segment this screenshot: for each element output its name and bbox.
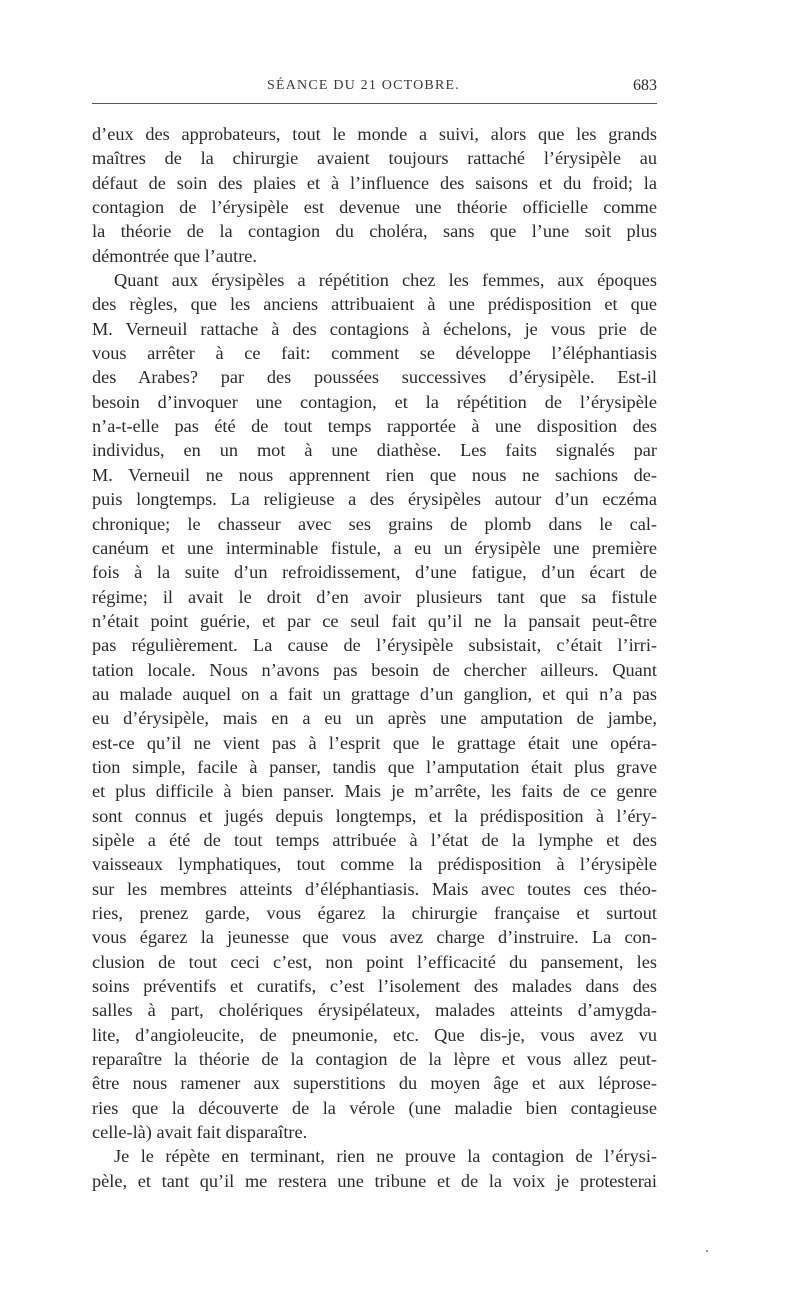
text-line: tation locale. Nous n’avons pas besoin de chercher ailleurs. Quant bbox=[92, 659, 657, 680]
paragraph bbox=[92, 1144, 657, 1193]
text-line: démontrée que l’autre. bbox=[92, 245, 257, 266]
text-line: individus, en un mot à une diathèse. Les faits signalés par bbox=[92, 440, 657, 461]
text-line: défaut de soin des plaies et à l’influence des saisons et du froid; la bbox=[92, 172, 657, 193]
text-line: Je le répète en terminant, rien ne prouve la contagion de l’érysi- bbox=[114, 1146, 657, 1167]
text-line: vous égarez la jeunesse que vous avez charge d’instruire. La con- bbox=[92, 927, 657, 948]
text-line: des règles, que les anciens attribuaient à une prédisposition et que bbox=[92, 294, 657, 315]
running-header bbox=[92, 78, 657, 100]
text-line: puis longtemps. La religieuse a des érysipèles autour d’un eczéma bbox=[92, 489, 657, 510]
text-line: des Arabes? par des poussées successives d’érysipèle. Est-il bbox=[92, 367, 657, 388]
text-line: fois à la suite d’un refroidissement, d’une fatigue, d’un écart de bbox=[92, 562, 657, 583]
text-line: n’était point guérie, et par ce seul fait qu’il ne la pansait peut-être bbox=[92, 610, 657, 631]
text-line: lite, d’angioleucite, de pneumonie, etc. Que dis-je, vous avez vu bbox=[92, 1024, 657, 1045]
paragraph bbox=[92, 122, 657, 268]
text-line: soins préventifs et curatifs, c’est l’isolement des malades dans des bbox=[92, 976, 657, 997]
text-line: Quant aux érysipèles a répétition chez les femmes, aux époques bbox=[114, 270, 657, 291]
page-number: 683 bbox=[633, 77, 657, 94]
text-line: au malade auquel on a fait un grattage d’un ganglion, et qui n’a pas bbox=[92, 683, 657, 704]
text-line: sont connus et jugés depuis longtemps, et la prédisposition à l’éry- bbox=[92, 805, 657, 826]
text-line: sur les membres atteints d’éléphantiasis. Mais avec toutes ces théo- bbox=[92, 878, 657, 899]
text-line: et plus difficile à bien panser. Mais je m’arrête, les faits de ce genre bbox=[92, 781, 657, 802]
text-line: contagion de l’érysipèle est devenue une théorie officielle comme bbox=[92, 197, 657, 218]
text-line: vous arrêter à ce fait: comment se développe l’éléphantiasis bbox=[92, 343, 657, 364]
text-line: canéum et une interminable fistule, a eu un érysipèle une première bbox=[92, 537, 657, 558]
text-line: tion simple, facile à panser, tandis que l’amputation était plus grave bbox=[92, 756, 657, 777]
text-line: régime; il avait le droit d’en avoir plusieurs tant que sa fistule bbox=[92, 586, 657, 607]
text-line: être nous ramener aux superstitions du moyen âge et aux léprose- bbox=[92, 1073, 657, 1094]
text-line: la théorie de la contagion du choléra, sans que l’une soit plus bbox=[92, 221, 657, 242]
text-line: est-ce qu’il ne vient pas à l’esprit que le grattage était une opéra- bbox=[92, 732, 657, 753]
text-line: eu d’érysipèle, mais en a eu un après une amputation de jambe, bbox=[92, 708, 657, 729]
text-line: chronique; le chasseur avec ses grains de plomb dans le cal- bbox=[92, 513, 657, 534]
text-line: ries que la découverte de la vérole (une maladie bien contagieuse bbox=[92, 1097, 657, 1118]
text-line: besoin d’invoquer une contagion, et la répétition de l’érysipèle bbox=[92, 391, 657, 412]
text-line: pas régulièrement. La cause de l’érysipèle subsistait, c’était l’irri- bbox=[92, 635, 657, 656]
text-line: M. Verneuil rattache à des contagions à échelons, je vous prie de bbox=[92, 318, 657, 339]
text-line: sipèle a été de tout temps attribuée à l’état de la lymphe et des bbox=[92, 829, 657, 850]
text-line: vaisseaux lymphatiques, tout comme la prédisposition à l’érysipèle bbox=[92, 854, 657, 875]
paragraph bbox=[92, 268, 657, 1144]
text-line: reparaître la théorie de la contagion de la lèpre et vous allez peut- bbox=[92, 1049, 657, 1070]
body-text bbox=[92, 122, 657, 1193]
text-line: n’a-t-elle pas été de tout temps rapportée à une disposition des bbox=[92, 416, 657, 437]
text-line: celle-là) avait fait disparaître. bbox=[92, 1122, 308, 1143]
text-line: clusion de tout ceci c’est, non point l’efficacité du pansement, les bbox=[92, 951, 657, 972]
header-rule bbox=[92, 103, 657, 104]
text-line: salles à part, cholériques érysipélateux, malades atteints d’amygda- bbox=[92, 1000, 657, 1021]
speck-mark bbox=[706, 1250, 708, 1252]
text-line: M. Verneuil ne nous apprennent rien que nous ne sachions de- bbox=[92, 464, 657, 485]
text-line: maîtres de la chirurgie avaient toujours rattaché l’érysipèle au bbox=[92, 148, 657, 169]
text-line: d’eux des approbateurs, tout le monde a suivi, alors que les grands bbox=[92, 124, 657, 144]
text-line: pèle, et tant qu’il me restera une tribune et de la voix je protesterai bbox=[92, 1170, 657, 1191]
text-line: ries, prenez garde, vous égarez la chirurgie française et surtout bbox=[92, 903, 657, 923]
header-title: SÉANCE DU 21 OCTOBRE. bbox=[267, 78, 460, 93]
